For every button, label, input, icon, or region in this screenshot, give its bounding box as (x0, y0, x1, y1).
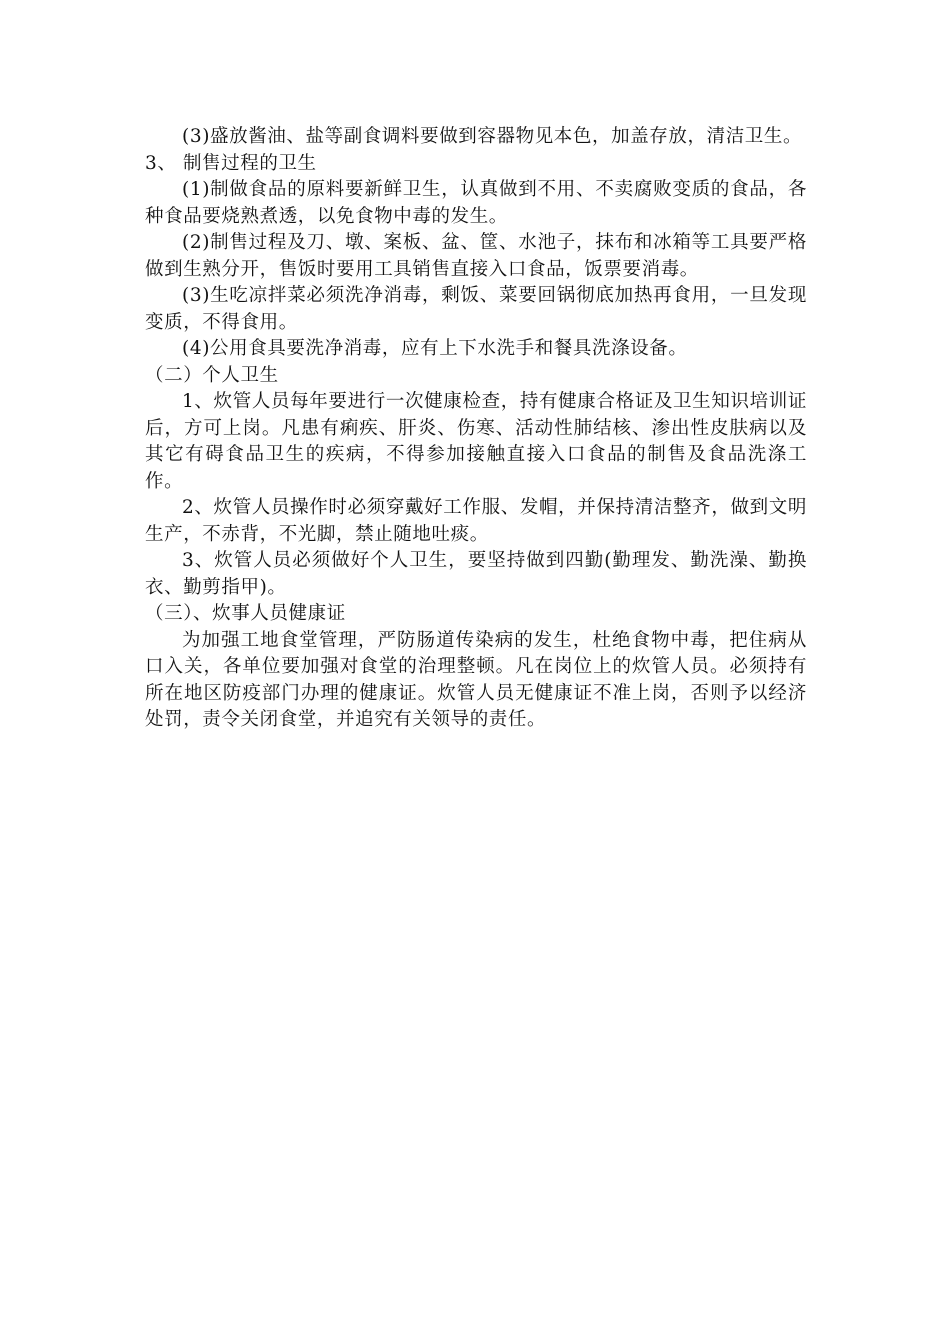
section-heading-health-certificate: （三）、炊事人员健康证 (145, 603, 346, 624)
document-body (145, 124, 807, 734)
paragraph-cold-dishes: (3)生吃凉拌菜必须洗净消毒，剩饭、菜要回锅彻底加热再食用，一旦发现变质，不得食用。 (145, 285, 807, 333)
paragraph-public-tableware: (4)公用食具要洗净消毒，应有上下水洗手和餐具洗涤设备。 (182, 338, 688, 359)
paragraph-condiment-storage: (3)盛放酱油、盐等副食调料要做到容器物见本色，加盖存放，清洁卫生。 (182, 126, 803, 147)
section-heading-personal-hygiene: （二）个人卫生 (145, 364, 279, 386)
paragraph-tools-separation: (2)制售过程及刀、墩、案板、盆、筐、水池子，抹布和冰箱等工具要严格做到生熟分开，售饭时要用工具销售直接入口食品，饭票要消毒。 (145, 232, 807, 280)
paragraph-health-check: 1、炊管人员每年要进行一次健康检查，持有健康合格证及卫生知识培训证后，方可上岗。凡患有痢疾、肝炎、伤寒、活动性肺结核、渗出性皮肤病以及其它有碍食品卫生的疾病，不得参加接触直接入口食品的制售及食品洗涤工作。 (145, 391, 807, 492)
paragraph-canteen-management: 为加强工地食堂管理，严防肠道传染病的发生，杜绝食物中毒，把住病从口入关，各单位要加强对食堂的治理整顿。凡在岗位上的炊管人员。必须持有所在地区防疫部门办理的健康证。炊管人员无健康证不准上岗，否则予以经济处罚，责令关闭食堂，并追究有关领导的责任。 (145, 629, 807, 730)
section-heading-production-hygiene: 3、 制售过程的卫生 (145, 152, 317, 174)
paragraph-four-diligences: 3、炊管人员必须做好个人卫生，要坚持做到四勤(勤理发、勤洗澡、勤换衣、勤剪指甲)。 (145, 550, 807, 598)
paragraph-work-clothes: 2、炊管人员操作时必须穿戴好工作服、发帽，并保持清洁整齐，做到文明生产，不赤背，不光脚，禁止随地吐痰。 (145, 497, 807, 545)
paragraph-raw-materials: (1)制做食品的原料要新鲜卫生，认真做到不用、不卖腐败变质的食品，各种食品要烧熟煮透，以免食物中毒的发生。 (145, 179, 807, 227)
